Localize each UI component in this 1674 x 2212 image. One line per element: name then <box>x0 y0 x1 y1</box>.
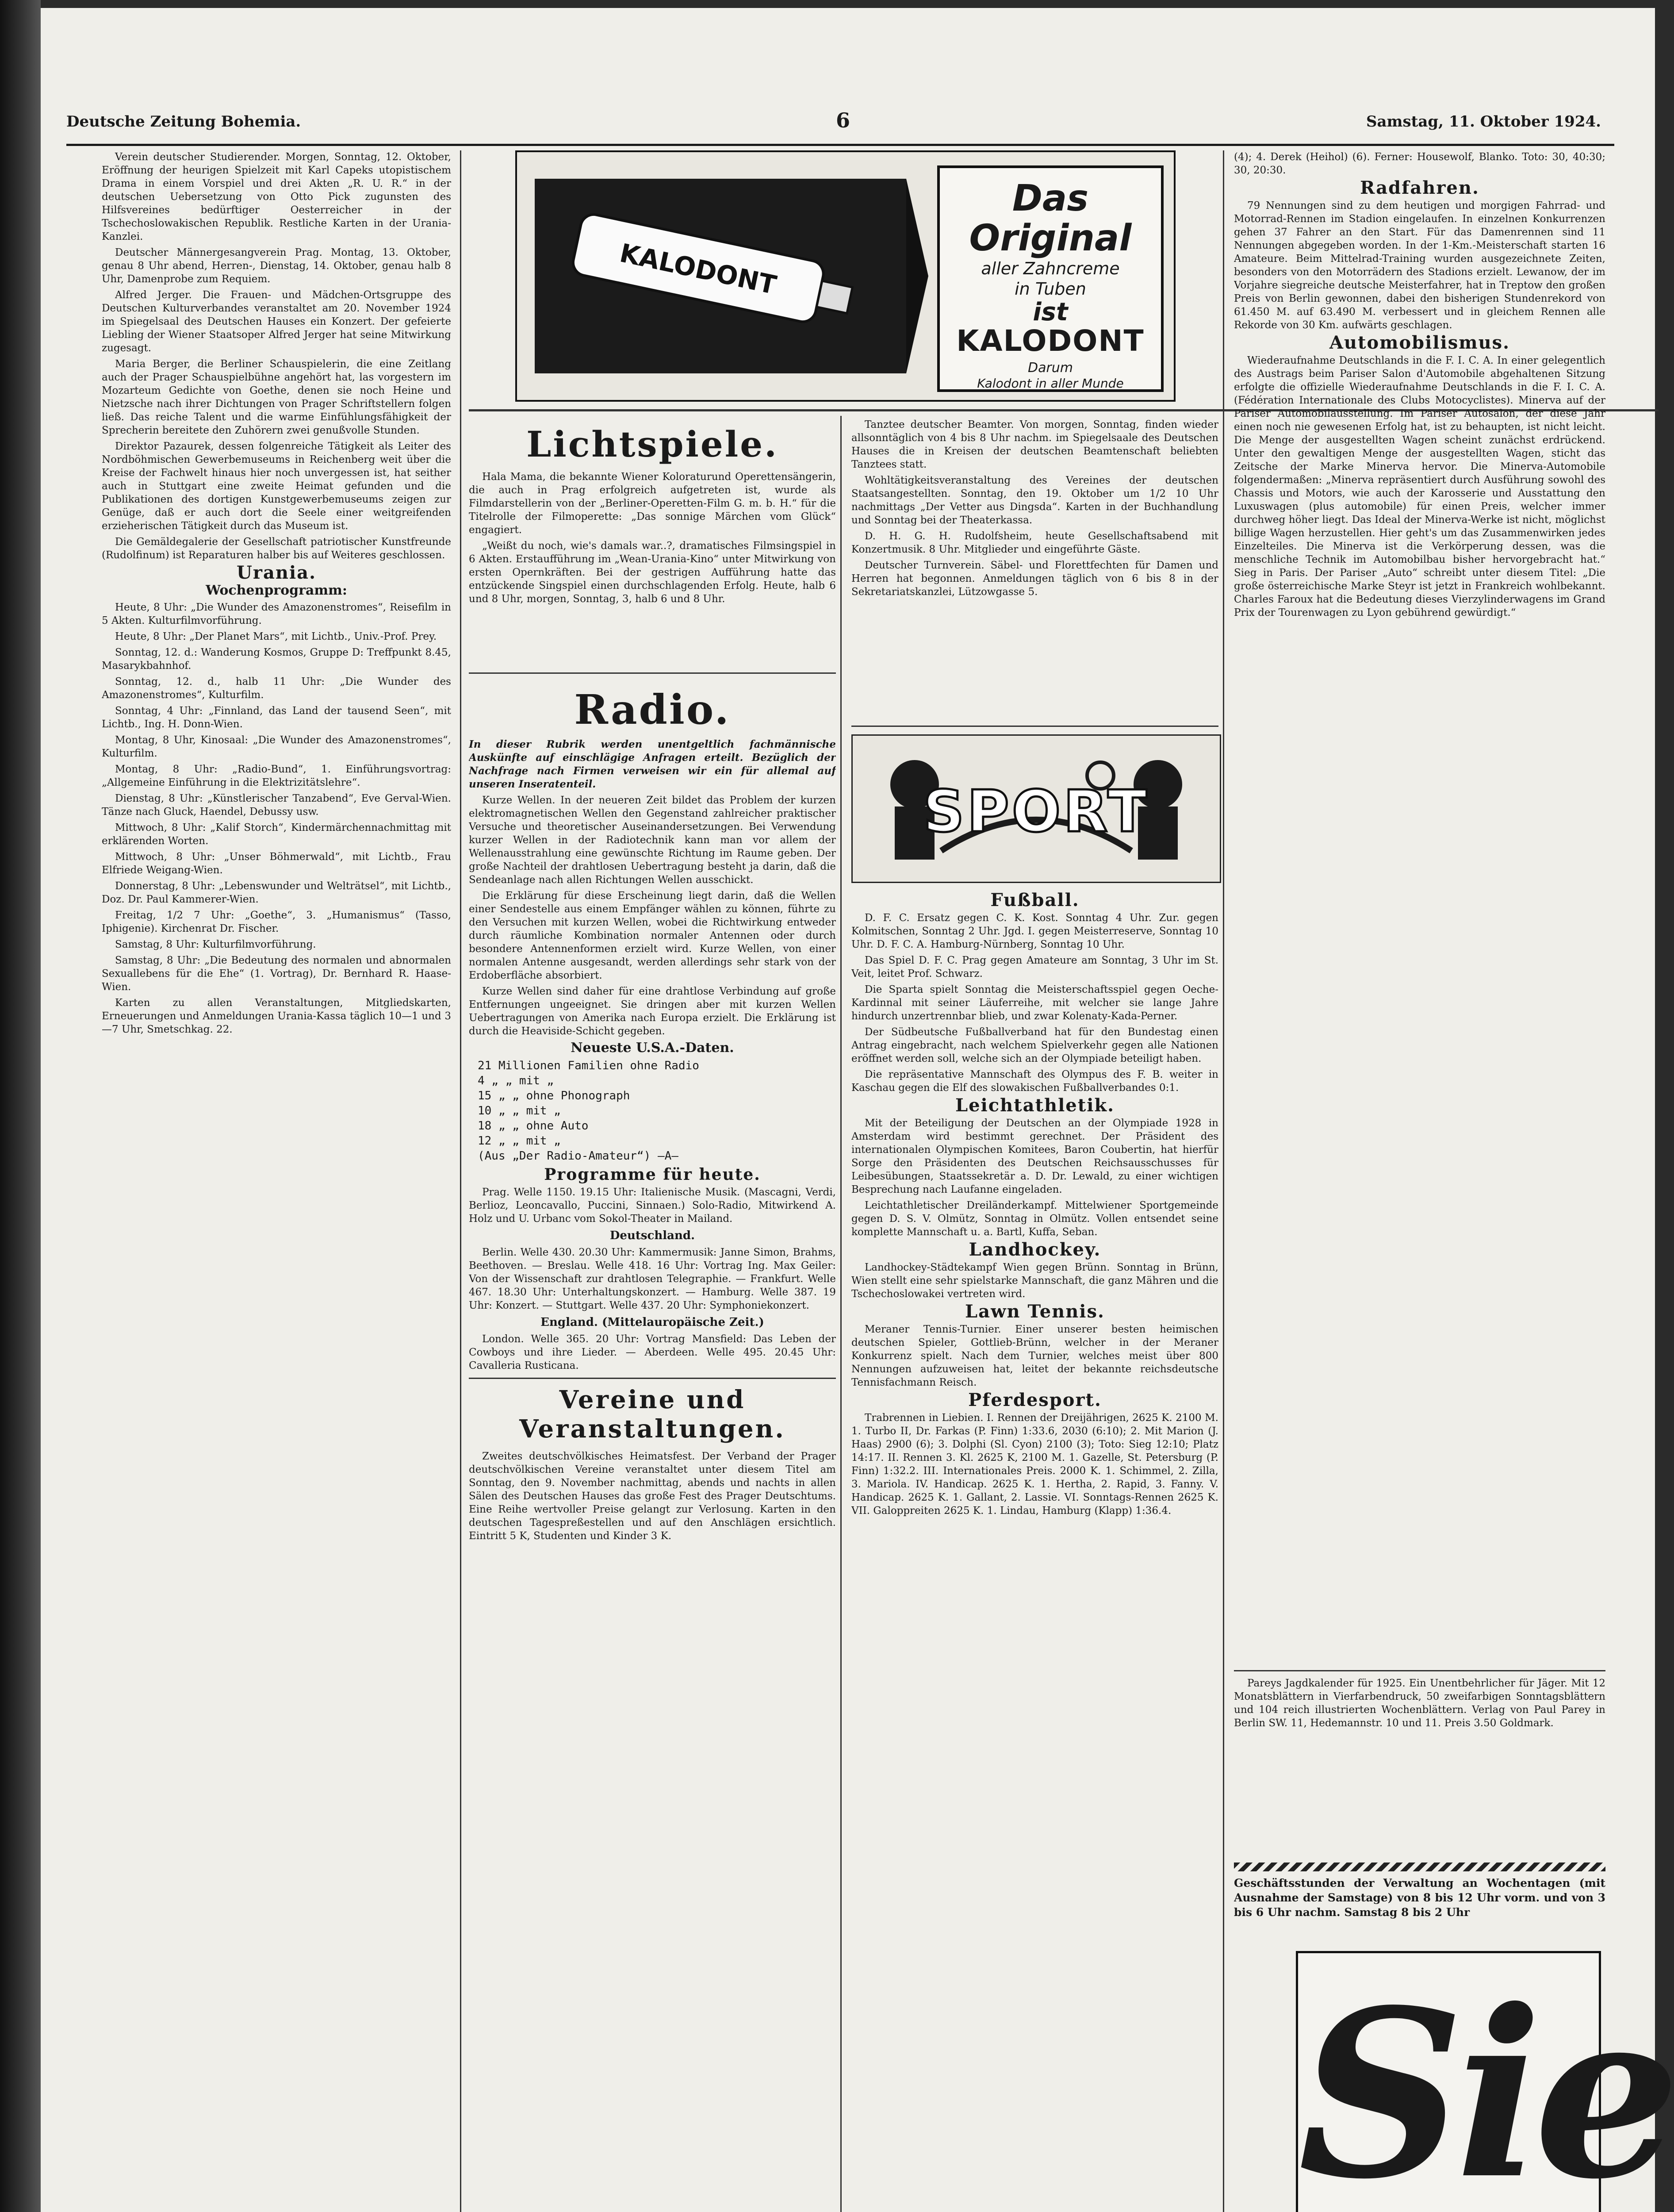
fussball-item: Das Spiel D. F. C. Prag gegen Amateure am Sonntag, 3 Uhr im St. Veit, leitet Prof. Schwarz. <box>851 955 1218 979</box>
urania-item: Mittwoch, 8 Uhr: „Unser Böhmerwald“, mit Lichtb., Frau Elfriede Weigang-Wien. <box>102 851 451 876</box>
news-item: Maria Berger, die Berliner Schauspielerin, die eine Zeitlang auch der Prager Schauspielbühne angehört hat, las vorgestern im Mozarteum Gedichte von Goethe, denen sie noch Heine und Nietzsche nach ihrer Dichtungen von Prager Schriftstellern folgen ließ. Das reiche Talent und die warme Einfühlungsfähigkeit der Sprecherin bereitete den Zuhörern zwei genußvolle Stunden. <box>102 358 451 436</box>
fussball-item: Die Sparta spielt Sonntag die Meisterschaftsspiel gegen Oeche-Kardinnal mit seiner Läuferreihe, mit welcher sie lange Jahre hindurch unzertrennbar blieb, und zwar Kolenaty-Kada-Perner. <box>851 984 1218 1022</box>
book-binding-shadow <box>0 0 41 2212</box>
vereine-heading: Vereine und Veranstaltungen. <box>519 1385 785 1444</box>
section-rule <box>469 1378 836 1379</box>
programme-country: Deutschland. <box>609 1229 695 1242</box>
urania-item: Freitag, 1/2 7 Uhr: „Goethe“, 3. „Humanismus“ (Tasso, Iphigenie). Kirchenrat Dr. Fischer. <box>102 910 451 934</box>
programme-item: London. Welle 365. 20 Uhr: Vortrag Mansfield: Das Leben der Cowboys und ihre Lieder. — Aberdeen. Welle 495. 20.45 Uhr: Cavalleria Rusticana. <box>469 1333 836 1371</box>
pferdesport-heading: Pferdesport. <box>968 1390 1102 1410</box>
sport-banner-title: SPORT <box>923 778 1150 845</box>
jagdkalender-item: Pareys Jagdkalender für 1925. Ein Unentbehrlicher für Jäger. Mit 12 Monatsblättern in Vierfarbendruck, 50 zweifarbigen Sonntagsblättern und 104 reich illustrierten Wochenblättern. Verlag von Paul Parey in Berlin SW. 11, Hedemannstr. 10 und 11. Preis 3.50 Goldmark. <box>1234 1678 1605 1729</box>
lichtspiele-section <box>469 418 836 666</box>
vereine-notices <box>851 418 1218 666</box>
radio-section <box>469 681 836 2212</box>
jagdkalender-notice <box>1234 1677 1605 1854</box>
usa-data-row: 15 „ „ ohne Phonograph <box>478 1089 630 1102</box>
lichtspiele-item: Hala Mama, die bekannte Wiener Koloraturund Operettensängerin, die auch in Prag erfolgreich aufgetreten ist, wurde als Filmdarstellerin von der „Berliner-Operetten-Film G. m. b. H.“ für die Titelrolle der Filmoperette: „Das sonnige Märchen vom Glück“ engagiert. <box>469 471 836 536</box>
news-item: Alfred Jerger. Die Frauen- und Mädchen-Ortsgruppe des Deutschen Kulturverbandes veranstaltet am 20. November 1924 im Spiegelsaal des Deutschen Hauses ein Konzert. Der gefeierte Liebling der Wiener Staatsoper Alfred Jerger hat seine Mitwirkung zugesagt. <box>102 289 451 354</box>
decorative-border <box>1234 1863 1605 1871</box>
page-number: 6 <box>836 108 850 132</box>
urania-item: Karten zu allen Veranstaltungen, Mitgliedskarten, Erneuerungen und Anmeldungen Urania-Kassa täglich 10—1 und 3—7 Uhr, Smetschkag. 22. <box>102 997 451 1035</box>
landhockey-item: Landhockey-Städtekampf Wien gegen Brünn. Sonntag in Brünn, Wien stellt eine sehr spielstarke Mannschaft, die ganz Mähren und die Tschechoslowakei vertreten wird. <box>851 1262 1218 1300</box>
office-hours-text: Geschäftsstunden der Verwaltung an Wochentagen (mit Ausnahme der Samstage) von 8 bis 12 Uhr vorm. und von 3 bis 6 Uhr nachm. Samstag 8 bis 2 Uhr <box>1234 1877 1605 1919</box>
ad-word: Original <box>969 217 1132 259</box>
lawn-tennis-heading: Lawn Tennis. <box>965 1301 1105 1322</box>
header-rule <box>66 144 1614 146</box>
ad-brand: KALODONT <box>956 324 1145 358</box>
urania-item: Samstag, 8 Uhr: Kulturfilmvorführung. <box>115 939 316 950</box>
vereine-item: Zweites deutschvölkisches Heimatsfest. Der Verband der Prager deutschvölkischen Vereine veranstaltet unter diesem Titel am Sonntag, den 9. November nachmittag, abends und nachts in allen Sälen des Deutschen Hauses das große Fest des Prager Deutschtums. Eine Reihe wertvoller Preise gelangt zur Verlosung. Karten in den deutschen Tagespreßestellen und auf den Anschlägen ersichtlich. Eintritt 5 K, Studenten und Kinder 3 K. <box>469 1451 836 1542</box>
column-local-news <box>102 150 451 2212</box>
radio-heading: Radio. <box>574 686 731 733</box>
urania-item: Heute, 8 Uhr: „Der Planet Mars“, mit Lichtb., Univ.-Prof. Prey. <box>115 631 437 642</box>
radfahren-heading: Radfahren. <box>1360 177 1479 198</box>
column-sport-continued <box>1234 150 1605 1663</box>
urania-heading: Urania. <box>237 562 316 583</box>
urania-item: Montag, 8 Uhr: „Radio-Bund“, 1. Einführungsvortrag: „Allgemeine Einführung in die Elektrizitätslehre“. <box>102 764 451 788</box>
usa-data-row: 10 „ „ mit „ <box>478 1104 561 1118</box>
usa-data-table <box>469 1058 836 1164</box>
urania-item: Heute, 8 Uhr: „Die Wunder des Amazonenstromes“, Reisefilm in 5 Akten. Kulturfilmvorführung. <box>102 602 451 626</box>
ad-line: Darum <box>1027 360 1073 376</box>
news-item: Verein deutscher Studierender. Morgen, Sonntag, 12. Oktober, Eröffnung der heurigen Spielzeit mit Karl Capeks utopistischem Drama in einem Vorspiel und drei Akten „R. U. R.“ in der deutschen Uebersetzung von Otto Pick zugunsten des Hilfsvereines bedürftiger Oesterreicher in der Tschechoslowakischen Republik. Restliche Karten in der Urania-Kanzlei. <box>102 151 451 242</box>
section-rule <box>469 672 836 674</box>
fussball-item: D. F. C. Ersatz gegen C. K. Kost. Sonntag 4 Uhr. Zur. gegen Kolmitschen, Sonntag 2 Uhr. Jgd. I. gegen Meisterreserve, Sonntag 10 Uhr. D. F. C. A. Hamburg-Nürnberg, Sonntag 10 Uhr. <box>851 912 1218 950</box>
urania-item: Donnerstag, 8 Uhr: „Lebenswunder und Welträtsel“, mit Lichtb., Doz. Dr. Paul Kammerer-Wien. <box>102 880 451 905</box>
urania-item: Sonntag, 12. d., halb 11 Uhr: „Die Wunder des Amazonenstromes“, Kulturfilm. <box>102 676 451 701</box>
usa-data-row: (Aus „Der Radio-Amateur“) —A— <box>478 1149 678 1163</box>
radfahren-item: 79 Nennungen sind zu dem heutigen und morgigen Fahrrad- und Motorrad-Rennen im Stadion eingelaufen. In einzelnen Konkurrenzen gehen 37 Fahrer an den Start. Für das Damenrennen sind 11 Nennungen abgegeben worden. In der 1-Km.-Meisterschaft starten 16 Amateure. Beim Mittelrad-Training wurden ausgezeichnete Zeiten, besonders von den Motorrädern des Stadions erzielt. Lewanow, der im Vorjahre siegreiche deutsche Meisterfahrer, hat in Treptow den großen Preis von Berlin gewonnen, dabei den bisherigen Stundenrekord von 61.450 M. auf 63.490 M. verbessert und in gleichem Rennen alle Rekorde von 30 Km. aufwärts geschlagen. <box>1234 200 1605 331</box>
fussball-item: Die repräsentative Mannschaft des Olympus des F. B. weiter in Kaschau gegen die Elf des slowakischen Fußballverbandes 0:1. <box>851 1069 1218 1094</box>
urania-item: Dienstag, 8 Uhr: „Künstlerischer Tanzabend“, Eve Gerval-Wien. Tänze nach Gluck, Haendel, Debussy usw. <box>102 793 451 818</box>
issue-date: Samstag, 11. Oktober 1924. <box>1366 113 1601 131</box>
ad-line: Kalodont in aller Munde <box>977 376 1124 391</box>
section-rule <box>851 726 1218 727</box>
sport-banner <box>851 734 1221 883</box>
radio-intro: In dieser Rubrik werden unentgeltlich fachmännische Auskünfte auf einschlägige Anfragen erteilt. Bezüglich der Nachfrage nach Firmen verweisen wir ein für allemal auf unseren Inseratenteil. <box>469 738 836 790</box>
usa-data-heading: Neueste U.S.A.-Daten. <box>571 1040 734 1056</box>
kalodont-ad <box>515 150 1176 402</box>
tube-label: KALODONT <box>617 238 779 300</box>
urania-item: Montag, 8 Uhr, Kinosaal: „Die Wunder des Amazonenstromes“, Kulturfilm. <box>102 734 451 759</box>
newspaper-name: Deutsche Zeitung Bohemia. <box>66 113 301 131</box>
radio-paragraph: Die Erklärung für diese Erscheinung liegt darin, daß die Wellen einer Sendestelle aus einem Empfänger wählen zu können, führte zu den Versuchen mit kurzen Wellen, wobei die Richtwirkung entweder durch räumliche Kombination normaler Antennen oder durch besondere Antennenformen erzielt wird. Kurze Wellen, von einer normalen Antenne ausgesandt, werden allerdings sehr stark von der Erdoberfläche absorbiert. <box>469 890 836 981</box>
notice-item: Wohltätigkeitsveranstaltung des Vereines der deutschen Staatsangestellten. Sonntag, den 19. Oktober um 1/2 10 Uhr nachmittags „Der Vetter aus Dingsda“. Karten in der Buchhandlung und Sonntag bei der Theaterkassa. <box>851 475 1218 526</box>
leichtathletik-heading: Leichtathletik. <box>955 1095 1115 1116</box>
news-item: Die Gemäldegalerie der Gesellschaft patriotischer Kunstfreunde (Rudolfinum) ist Reparaturen halber bis auf Weiteres geschlossen. <box>102 536 451 561</box>
lichtspiele-heading: Lichtspiele. <box>526 423 778 465</box>
news-item: Direktor Pazaurek, dessen folgenreiche Tätigkeit als Leiter des Nordböhmischen Gewerbemuseums in Reichenberg weit über die Kreise der Fachwelt hinaus hier noch unvergessen ist, hat seither auch in Stuttgart eine zweite Heimat gefunden und die Publikationen des dortigen Kunstgewerbemuseums zeigen zur Genüge, daß er auch dort die Seele einer weitgreifenden erzieherischen Tätigkeit durch das Museum ist. <box>102 441 451 532</box>
programme-country: England. (Mittelauropäische Zeit.) <box>540 1316 764 1329</box>
leichtathletik-item: Mit der Beteiligung der Deutschen an der Olympiade 1928 in Amsterdam wird bestimmt gerechnet. Der Präsident des internationalen Olympischen Komitees, Baron Coubertin, hat hierfür Sorge den Präsidenten des Deutschen Reichsausschusses für Leibesübungen, Staatssekretär a. D. Dr. Lewald, zu einer wichtigen Besprechung nach Laufanne eingeladen. <box>851 1118 1218 1195</box>
ad-line: aller Zahncreme <box>981 259 1120 278</box>
urania-item: Sonntag, 12. d.: Wanderung Kosmos, Gruppe D: Treffpunkt 8.45, Masarykbahnhof. <box>102 647 451 672</box>
programme-item: Berlin. Welle 430. 20.30 Uhr: Kammermusik: Janne Simon, Brahms, Beethoven. — Breslau. Welle 418. 16 Uhr: Vortrag Ing. Max Geiler: Von der Wissenschaft zur drahtlosen Telegraphie. — Frankfurt. Welle 467. 18.30 Uhr: Unterhaltungskonzert. — Hamburg. Welle 387. 19 Uhr: Konzert. — Stuttgart. Welle 437. 20 Uhr: Symphoniekonzert. <box>469 1247 836 1311</box>
anzeiger-ad <box>1296 1951 1671 2212</box>
sport-section <box>851 889 1218 2212</box>
programme-heading: Programme für heute. <box>544 1165 761 1184</box>
ad-word: Das <box>1012 177 1089 219</box>
usa-data-row: 12 „ „ mit „ <box>478 1134 561 1148</box>
landhockey-heading: Landhockey. <box>969 1239 1101 1260</box>
news-item: Deutscher Männergesangverein Prag. Montag, 13. Oktober, genau 8 Uhr abend, Herren-, Dienstag, 14. Oktober, genau halb 8 Uhr, Damenprobe zum Requiem. <box>102 247 451 285</box>
urania-subheading: Wochenprogramm: <box>206 583 347 598</box>
usa-data-row: 18 „ „ ohne Auto <box>478 1119 589 1133</box>
page-header <box>66 108 1610 139</box>
office-hours-notice <box>1234 1876 1605 1942</box>
leichtathletik-item: Leichtathletischer Dreiländerkampf. Mittelwiener Sportgemeinde gegen D. S. V. Olmütz, Sonntag in Olmütz. Vollen entsendet seine komplette Mannschaft u. a. Bartl, Kuffa, Seban. <box>851 1200 1218 1238</box>
section-rule <box>1234 1670 1605 1671</box>
ad-word: ist <box>1033 298 1068 326</box>
column-divider <box>840 416 842 2212</box>
lawn-tennis-item: Meraner Tennis-Turnier. Einer unserer besten heimischen deutschen Spieler, Gottlieb-Brünn, welcher in der Meraner Konkurrenz spielt. Nach dem Turnier, welches meist über 800 Nennungen aufzuweisen hat, leitet der bekannte reichsdeutsche Tennisfachmann Reisch. <box>851 1324 1218 1388</box>
fussball-heading: Fußball. <box>990 890 1080 910</box>
notice-item: Tanztee deutscher Beamter. Von morgen, Sonntag, finden wieder allsonntäglich von 4 bis 8 Uhr nachm. im Spiegelsaale des Deutschen Hauses die in Kreisen der deutschen Beamtenschaft beliebten Tanztees statt. <box>851 419 1218 470</box>
urania-item: Sonntag, 4 Uhr: „Finnland, das Land der tausend Seen“, mit Lichtb., Ing. H. Donn-Wien. <box>102 705 451 730</box>
kalodont-text-panel <box>937 165 1164 392</box>
programme-item: Prag. Welle 1150. 19.15 Uhr: Italienische Musik. (Mascagni, Verdi, Berlioz, Leoncavallo, Puccini, Sinnaen.) Solo-Radio, Mitwirkend A. Holz und U. Urbanc vom Sokol-Theater in Mailand. <box>469 1187 836 1225</box>
lichtspiele-item: „Weißt du noch, wie's damals war..?, dramatisches Filmsingspiel in 6 Akten. Erstaufführung im „Wean-Urania-Kino“ unter Mitwirkung von ersten Opernkräften. Bei der gestrigen Aufführung hatte das entzückende Singspiel einen durchschlagenden Erfolg. Heute, halb 6 und 8 Uhr, morgen, Sonntag, 3, halb 6 und 8 Uhr. <box>469 540 836 605</box>
notice-item: Deutscher Turnverein. Säbel- und Florettfechten für Damen und Herren hat begonnen. Anmeldungen täglich von 6 bis 8 in der Sekretariatskanzlei, Lützowgasse 5. <box>851 560 1218 598</box>
results-continued: (4); 4. Derek (Heihol) (6). Ferner: Housewolf, Blanko. Toto: 30, 40:30; 30, 20:30. <box>1234 151 1605 176</box>
ad-line: in Tuben <box>1015 279 1086 299</box>
column-divider <box>1223 150 1224 2212</box>
radio-paragraph: Kurze Wellen. In der neueren Zeit bildet das Problem der kurzen elektromagnetischen Wellen den Gegenstand zahlreicher praktischer Versuche und theoretischer Auseinandersetzungen. Bei Verwendung kurzer Wellen in der Radiotechnik kann man vor allem der Wellenausstrahlung eine gewünschte Richtung im Raume geben. Der große Nachteil der drahtlosen Uebertragung besteht ja darin, daß die Sendeanlage nach allen Richtungen Wellen ausschickt. <box>469 795 836 886</box>
fussball-item: Der Südbeutsche Fußballverband hat für den Bundestag einen Antrag eingebracht, nach welchem Spielverkehr gegen alle Nationen eröffnet werden soll, welche sich an der Olympiade beteiligt haben. <box>851 1026 1218 1064</box>
usa-data-row: 4 „ „ mit „ <box>478 1074 554 1087</box>
usa-data-row: 21 Millionen Familien ohne Radio <box>478 1059 699 1072</box>
notice-item: D. H. G. H. Rudolfsheim, heute Gesellschaftsabend mit Konzertmusik. 8 Uhr. Mitglieder und eingeführte Gäste. <box>851 530 1218 555</box>
automobilismus-item: Wiederaufnahme Deutschlands in die F. I. C. A. In einer gelegentlich des Austrags beim Pariser Salon d'Automobile abgehaltenen Sitzung erfolgte die offizielle Wiederaufnahme Deutschlands in die F. I. C. A. (Fédération Internationale des Clubs Motocyclistes). Minerva auf der Pariser Automobilausstellung. Im Pariser Autosalon, der diese Jahr einen noch nie gewesenen Erfolg hat, ist zu behaupten, ist nicht leicht. Die Menge der ausgestellten Wagen scheint zunächst erdrückend. Unter den gewaltigen Menge der ausgestellten Wagen, sticht das Zeitsche der Marke Minerva hervor. Die Minerva-Automobile folgendermaßen: „Minerva repräsentiert durch Ausführung sowohl des Chassis und Motors, wie auch der Karosserie und Ausstattung den Luxuswagen (plus automobile) für einen Preis, welcher immer durchweg höher liegt. Das Ideal der Minerva-Werke ist nicht, möglichst billige Wagen herzustellen. Hier geht's um das Zusammenwirken jedes Einzelteiles. Die Minerva ist die Verkörperung dessen, was die menschliche Technik im Automobilbau bisher hervorgebracht hat.“ Sieg in Paris. Der Pariser „Auto“ schreibt unter diesem Titel: „Die große österreichische Marke Steyr ist jetzt in Frankreich wohlbekannt. Charles Faroux hat die Bedeutung dieses Vierzylinderwagens im Grand Prix der Tourenwagen zu Lyon gebührend gewürdigt.“ <box>1234 355 1605 618</box>
automobilismus-heading: Automobilismus. <box>1329 332 1510 353</box>
urania-item: Samstag, 8 Uhr: „Die Bedeutung des normalen und abnormalen Sexuallebens für die Ehe“ (1. Vortrag), Dr. Bernhard R. Haase-Wien. <box>102 955 451 993</box>
radio-paragraph: Kurze Wellen sind daher für eine drahtlose Verbindung auf große Entfernungen ungeeignet. Sie dringen aber mit kurzen Wellen Uebertragungen von Amerika nach Europa erzielt. Die Erklärung ist durch die Heaviside-Schicht gegeben. <box>469 986 836 1037</box>
sie-headline: Sie <box>1298 1959 1671 2212</box>
pferdesport-item: Trabrennen in Liebien. I. Rennen der Dreijährigen, 2625 K. 2100 M. 1. Turbo II, Dr. Farkas (P. Finn) 1:33.6, 2030 (6:10); 2. Mit Marion (J. Haas) 2900 (6); 3. Dolphi (Sl. Cyon) 2100 (3); Toto: Sieg 12:10; Platz 14:17. II. Rennen 3. Kl. 2625 K, 2100 M. 1. Gazelle, St. Petersburg (P. Finn) 1:32.2. III. Internationales Preis. 2000 K. 1. Schimmel, 2. Zilla, 3. Mariola. IV. Handicap. 2625 K. 1. Hertha, 2. Rapid, 3. Fanny. V. Handicap. 2625 K. 1. Gallant, 2. Lassie. VI. Sonntags-Rennen 2625 K. VII. Galoppreiten 2625 K. 1. Lindau, Hamburg (Klapp) 1:36.4. <box>851 1412 1218 1517</box>
column-divider <box>460 150 461 2212</box>
urania-item: Mittwoch, 8 Uhr: „Kalif Storch“, Kindermärchennachmittag mit erklärenden Worten. <box>102 822 451 847</box>
